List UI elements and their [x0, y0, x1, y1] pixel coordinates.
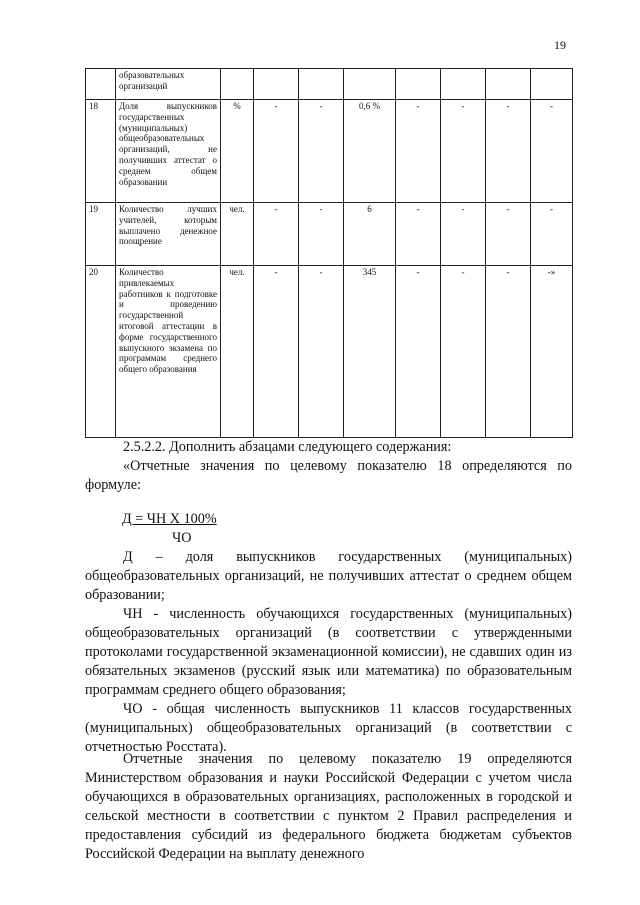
indicator-name: Доля выпускников государственных (муниципальных) общеобразовательных организаций, не получивших аттестат о среднем общем образовании: [116, 100, 221, 203]
text-block-definitions: [85, 548, 572, 757]
value-cell: -: [531, 203, 573, 266]
row-number: 19: [86, 203, 116, 266]
formula-numerator: Д = ЧН Х 100%: [122, 511, 217, 527]
row-number: 20: [86, 266, 116, 438]
value-cell: -: [396, 266, 441, 438]
row-number: [86, 69, 116, 100]
unit-cell: чел.: [221, 266, 254, 438]
value-cell: -: [531, 100, 573, 203]
value-cell: 6: [344, 203, 396, 266]
table-row: [86, 266, 573, 438]
value-cell: -: [486, 100, 531, 203]
value-cell: [486, 69, 531, 100]
value-cell: -: [486, 203, 531, 266]
indicator-name: образовательных организаций: [116, 69, 221, 100]
value-cell: [344, 69, 396, 100]
table-row: [86, 100, 573, 203]
unit-cell: чел.: [221, 203, 254, 266]
formula: [122, 510, 217, 548]
value-cell: -: [441, 266, 486, 438]
value-cell: -: [396, 100, 441, 203]
text-block-upper: [85, 438, 572, 495]
value-cell: [254, 69, 299, 100]
paragraph-formula-intro: «Отчетные значения по целевому показателю 18 определяются по формуле:: [85, 458, 572, 493]
unit-cell: [221, 69, 254, 100]
value-cell: -: [299, 100, 344, 203]
value-cell: -: [299, 266, 344, 438]
table-row: [86, 69, 573, 100]
indicator-name: Количество лучших учителей, которым выплачено денежное поощрение: [116, 203, 221, 266]
value-cell: [441, 69, 486, 100]
value-cell: -: [299, 203, 344, 266]
table-row: [86, 203, 573, 266]
text-block-lower: [85, 750, 572, 864]
value-cell: 0,6 %: [344, 100, 396, 203]
value-cell: -: [486, 266, 531, 438]
row-number: 18: [86, 100, 116, 203]
paragraph-chn-definition: ЧН - численность обучающихся государственных (муниципальных) общеобразовательных организаций (в соответствии с утвержденными протоколами государственной экзаменационной комиссии), не сдавших один из обязательных экзаменов (русский язык или математика) по образовательным программам среднего общего образования;: [85, 606, 572, 698]
indicator-name: Количество привлекаемых работников к подготовке и проведению государственной итоговой аттестации в форме государственного выпускного экзамена по программам среднего общего образования: [116, 266, 221, 438]
paragraph-amendment: 2.5.2.2. Дополнить абзацами следующего содержания:: [123, 439, 452, 455]
value-cell: -: [441, 203, 486, 266]
paragraph-d-definition: Д – доля выпускников государственных (муниципальных) общеобразовательных организаций, не получивших аттестат о среднем общем образовании;: [85, 549, 572, 603]
indicators-table: [85, 68, 573, 438]
paragraph-indicator-19: Отчетные значения по целевому показателю 19 определяются Министерством образования и науки Российской Федерации с учетом числа обучающихся в образовательных организациях, расположенных в городской и сельской местности в соответствии с пунктом 2 Правил распределения и предоставления субсидий из федерального бюджета бюджетам субъектов Российской Федерации на выплату денежного: [85, 751, 572, 862]
page-number: 19: [554, 38, 566, 52]
value-cell: [396, 69, 441, 100]
value-cell: -: [254, 266, 299, 438]
formula-denominator: ЧО: [172, 530, 192, 546]
value-cell: -: [441, 100, 486, 203]
value-cell: [299, 69, 344, 100]
value-cell: [531, 69, 573, 100]
paragraph-cho-definition: ЧО - общая численность выпускников 11 классов государственных (муниципальных) общеобразовательных организаций (в соответствии с отчетностью Росстата).: [85, 701, 572, 755]
value-cell: -: [254, 203, 299, 266]
value-cell: -: [396, 203, 441, 266]
unit-cell: %: [221, 100, 254, 203]
value-cell: -: [254, 100, 299, 203]
value-cell: 345: [344, 266, 396, 438]
value-cell: -»: [531, 266, 573, 438]
